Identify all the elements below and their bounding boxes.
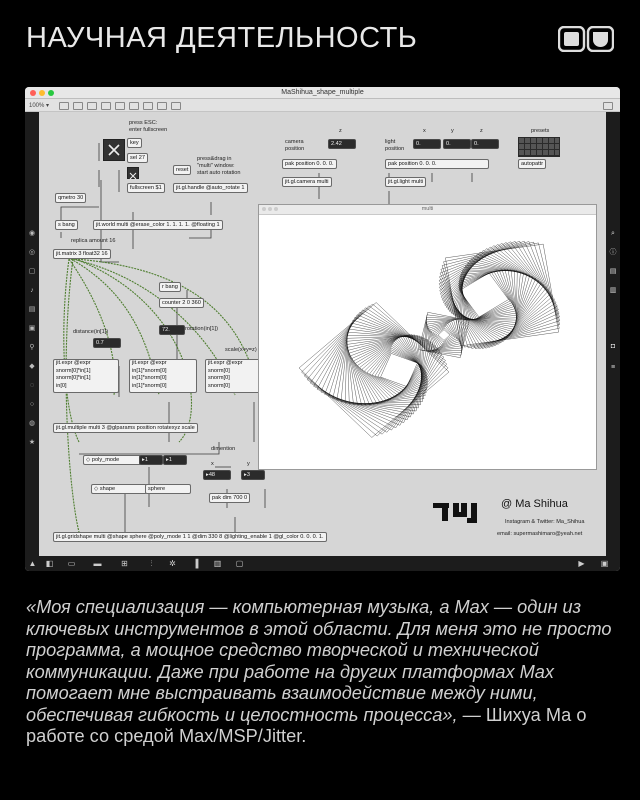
sel-object[interactable]: sel 27 [127,153,148,163]
credit-block [433,495,603,545]
render-wire [460,273,509,317]
light-pak[interactable]: pak position 0. 0. 0. [385,159,489,169]
comment-press-drag-2: "multi" window: [197,163,235,169]
expr1-line-2: snorm[0]*in[1] [56,375,91,382]
render-wire [459,271,513,320]
camera-z-label: z [339,128,342,134]
camera-icon[interactable]: ◘ [610,343,616,350]
list-icon[interactable]: ▤ [609,268,617,275]
shape-value-menu[interactable] [145,484,191,494]
poly-mode-umenu[interactable] [83,455,141,465]
camera-z-number[interactable]: 2.42 [328,139,356,149]
stop-icon[interactable]: ▣ [600,559,609,568]
light-z-label: z [480,128,483,134]
scale-label: scale(x=y=z) [225,347,257,353]
render-wire [434,326,453,343]
replica-label: replica amount 16 [71,238,116,244]
dimention-label: dimention [211,446,236,452]
music-sidebar-icon[interactable]: ♪ [30,287,34,294]
toggle-box[interactable] [127,167,139,179]
max-window [25,87,620,571]
light-x-label: x [423,128,426,134]
poly-mode-number-2[interactable]: ▸1 [163,455,187,465]
presets-label: presets [531,128,550,134]
quote-body: «Моя специализация — компьютерная музыка, а Max — один из ключевых инструментов в этой области. Для меня это не просто программа, а мощное средство творческой и технической коммуникации. Даже при работе на других платформах Max помогает мне выстраивать взаимодействие между ними, обеспечивая гибкость и целостность процесса», — [26,597,612,725]
new-object-icon[interactable] [101,102,111,110]
play-icon[interactable]: ▶ [578,559,585,568]
expr-object-3[interactable] [205,359,261,393]
dim-y-label: y [247,461,250,467]
close-icon [104,140,124,160]
redo-icon[interactable] [73,102,83,110]
render-wire [459,270,514,320]
grid-bottom-icon[interactable]: ⊞ [121,559,128,568]
sbang-object[interactable]: s bang [55,220,78,230]
quote-attribution: Шихуа Ма о работе со средой Max/MSP/Jitter. [26,704,587,746]
window-title: MaShihua_shape_multiple [281,89,364,96]
cycle-sidebar-icon[interactable]: ◌ [29,382,35,389]
expr1-line-0: jit.expr @expr [56,360,91,366]
rbang-object[interactable]: r bang [159,282,181,292]
grid-icon[interactable] [171,102,181,110]
light-y-number[interactable]: 0. [443,139,471,149]
render-wire [426,319,461,351]
pak-dim-object[interactable]: pak dim 700 0 [209,493,250,503]
zoom-select[interactable]: 100% ▾ [29,103,50,109]
document-icon[interactable]: ▥ [609,287,617,294]
chart-sidebar-icon[interactable]: ▤ [28,306,36,313]
toggle-icon[interactable] [157,102,167,110]
at-sidebar-icon[interactable]: ◍ [28,420,36,427]
comment-esc-2: enter fullscreen [129,127,168,133]
close-icon [128,171,138,181]
plugin-sidebar-icon[interactable]: ◆ [29,363,35,370]
shape-value: sphere [148,486,166,492]
page-title: НАУЧНАЯ ДЕЯТЕЛЬНОСТЬ [26,22,418,54]
expr-object-2[interactable] [129,359,197,393]
poly-mode-value-2: 1 [168,457,172,463]
qmetro-object[interactable]: qmetro 30 [55,193,86,203]
message-icon[interactable] [129,102,139,110]
world-object[interactable]: jit.world multi @erase_color 1. 1. 1. 1. @floating 1 [93,220,223,230]
light-z-number[interactable]: 0. [471,139,499,149]
render-wire [441,246,551,345]
light-x-number[interactable]: 0. [413,139,441,149]
image-sidebar-icon[interactable]: ▣ [28,325,36,332]
expr3-line-2: snorm[0] [208,375,230,382]
link-sidebar-icon[interactable]: ⚲ [29,344,35,351]
counter-object[interactable]: counter 2 0 360 [159,298,204,308]
expr2-line-2: in[1]*snorm[0] [132,375,167,382]
credit-email: email: supermashimaro@yeah.net [497,531,583,537]
multi-zoom-dot[interactable] [274,207,278,211]
light-label-2: position [385,146,405,152]
clip-icon[interactable]: ▐ [192,559,199,568]
render-output [259,215,596,469]
expr1-line-3: in[0] [56,382,67,389]
fullscreen-message[interactable]: fullscreen $1 [127,183,165,193]
render-wire [433,325,455,345]
edit-icon[interactable]: ◧ [45,559,54,568]
credit-name: @ Ma Shihua [501,498,568,510]
expr2-line-3: in[1]*snorm[0] [132,382,167,389]
render-wire [438,330,450,341]
camera-object[interactable]: jit.gl.camera multi [282,177,332,187]
camera-label-2: position [285,146,305,152]
dim-y-value: 3 [246,472,250,478]
multi-render-window[interactable] [258,204,597,470]
dim-y-number[interactable]: ▸3 [241,470,265,480]
shape-label: shape [99,486,116,492]
light-object[interactable]: jit.gl.light multi [385,177,426,187]
chevron-down-icon: ◇ [94,486,100,492]
mixer-icon[interactable]: ≡ [610,364,616,371]
multiple-object[interactable]: jit.gl.multiple multi 3 @glparams position rotatexyz scale [53,423,198,433]
info-icon[interactable]: ⓘ [609,249,617,256]
rotation-label: rotation(in[1]) [185,326,218,332]
render-wire [349,335,427,405]
comment-press-drag-3: start auto rotation [197,170,241,176]
render-wire [431,324,457,347]
levels-icon[interactable]: ⫶ [150,559,153,568]
chat-icon[interactable]: ▬ [93,559,102,568]
window-icon[interactable]: ▢ [235,559,244,568]
render-wire [430,322,458,347]
right-sidebar [606,112,620,556]
matrix-object[interactable]: jit.matrix 3 float32 16 [53,249,111,259]
reset-message[interactable]: reset [173,165,191,175]
poly-mode-number-1[interactable]: ▸1 [139,455,163,465]
shape-umenu[interactable] [91,484,147,494]
zoom-dot[interactable] [48,90,54,96]
rotation-number[interactable]: 72. [159,325,185,335]
key-object[interactable]: key [127,138,142,148]
minimize-dot[interactable] [39,90,45,96]
render-wire [436,328,452,342]
distance-label: distance(in[1]) [73,329,109,335]
left-sidebar [25,112,39,556]
ma-shihua-logo [433,499,487,525]
render-wire [440,241,560,349]
render-wire [428,320,460,349]
dim-x-number[interactable]: ▸48 [203,470,231,480]
window-titlebar [25,87,620,99]
multi-close-dot[interactable] [262,207,266,211]
comment-icon[interactable] [115,102,125,110]
comment-press-drag-1: press&drag in [197,156,232,162]
present-icon[interactable]: ▭ [67,559,76,568]
expr2-line-0: jit.expr @expr [132,360,167,366]
multi-min-dot[interactable] [268,207,272,211]
expr3-line-1: snorm[0] [208,367,230,374]
star-sidebar-icon[interactable]: ★ [28,439,36,446]
render-wire [367,345,423,396]
box-sidebar-icon[interactable]: ▢ [28,268,36,275]
lock-toggle-icon[interactable] [87,102,97,110]
light-label: light [385,139,396,145]
brand-logo [558,26,614,52]
preset-grid[interactable] [518,137,560,157]
sidebar-toggle-icon[interactable] [603,102,613,110]
multi-window-title [259,205,596,215]
chevron-down-icon: ◇ [86,457,92,463]
lock-icon[interactable]: ▲ [28,559,37,568]
undo-icon[interactable] [59,102,69,110]
gridshape-object[interactable]: jit.gl.gridshape multi @shape sphere @poly_mode 1 1 @dim 330 8 @lighting_enable 1 @gl_color 0. 0. 0. 1. [53,532,327,542]
quote-text [26,597,616,748]
camera-label: camera [285,139,304,145]
patcher-toolbar [25,99,620,112]
handle-object[interactable]: jit.gl.handle @auto_rotate 1 [173,183,248,193]
new-object-sidebar-icon[interactable]: ◉ [28,230,36,237]
autopattr-object[interactable]: autopattr [518,159,546,169]
number-icon[interactable] [143,102,153,110]
debug-icon[interactable]: ✲ [169,559,176,568]
expr-object-1[interactable] [53,359,119,393]
bottom-toolbar [25,556,620,571]
render-wire [439,241,559,349]
keyboard-icon[interactable]: ▥ [213,559,222,568]
expr2-line-1: in[1]*snorm[0] [132,367,167,374]
search-sidebar-icon[interactable]: ◎ [28,249,36,256]
search-icon[interactable]: ⌕ [611,230,615,237]
poly-mode-value-1: 1 [144,457,148,463]
render-wire [347,335,425,405]
fullscreen-toggle[interactable] [103,139,125,161]
camera-pak[interactable]: pak position 0. 0. 0. [282,159,337,169]
expr3-line-0: jit.expr @expr [208,360,243,366]
dim-x-value: 48 [208,472,216,478]
poly-mode-label: poly_mode [91,457,120,463]
close-dot[interactable] [30,90,36,96]
expr1-line-1: snorm[0]*in[1] [56,367,91,374]
distance-number[interactable]: 0.7 [93,338,121,348]
light-y-label: y [451,128,454,134]
comment-esc: press ESC: [129,120,158,126]
circle-sidebar-icon[interactable]: ○ [29,401,35,408]
credit-social: Instagram & Twitter: Ma_Shihua [505,519,585,525]
multi-title-text: multi [421,206,434,212]
dim-x-label: x [211,461,214,467]
expr3-line-3: snorm[0] [208,382,230,389]
